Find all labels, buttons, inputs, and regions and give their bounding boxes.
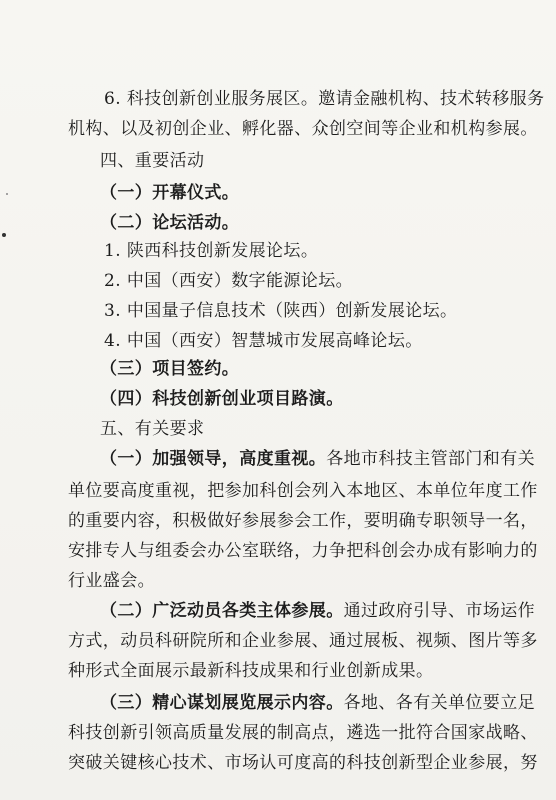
requirement-1-line2: 单位要高度重视，把参加科创会列入本地区、本单位年度工作 [68, 481, 538, 501]
activity-forums: （二）论坛活动。 [100, 213, 240, 233]
forum-item: 2. 中国（西安）数字能源论坛。 [104, 271, 354, 291]
activity-project-signing: （三）项目签约。 [100, 359, 240, 379]
heading-requirements: 五、有关要求 [100, 419, 205, 439]
heading-important-activities: 四、重要活动 [100, 151, 205, 171]
requirement-2-text: 通过政府引导、市场运作 [343, 601, 536, 621]
requirement-1-line5: 行业盛会。 [68, 571, 155, 591]
section6-line1: 6. 科技创新创业服务展区。邀请金融机构、技术转移服务 [104, 89, 545, 109]
requirement-2-line3: 种形式全面展示最新科技成果和行业创新成果。 [68, 661, 434, 681]
requirement-2-title: （二）广泛动员各类主体参展。 [100, 601, 344, 621]
requirement-1-line1 [100, 448, 535, 470]
forum-item: 1. 陕西科技创新发展论坛。 [104, 241, 319, 261]
requirement-1-text: 各地市科技主管部门和有关 [326, 449, 536, 469]
scan-mark [2, 233, 6, 237]
requirement-1-title: （一）加强领导，高度重视。 [100, 449, 327, 469]
scan-mark [6, 193, 8, 195]
requirement-3-title: （三）精心谋划展览展示内容。 [100, 693, 344, 713]
requirement-3-text: 各地、各有关单位要立足 [343, 693, 536, 713]
requirement-2-line2: 方式，动员科研院所和企业参展、通过展板、视频、图片等多 [68, 631, 538, 651]
activity-opening-ceremony: （一）开幕仪式。 [100, 183, 240, 203]
forum-item: 4. 中国（西安）智慧城市发展高峰论坛。 [104, 331, 423, 351]
requirement-3-line1 [100, 692, 535, 714]
requirement-1-line3: 的重要内容，积极做好参展参会工作，要明确专职领导一名， [68, 511, 538, 531]
section6-line2: 机构、以及初创企业、孵化器、众创空间等企业和机构参展。 [68, 119, 538, 139]
requirement-3-line3: 突破关键核心技术、市场认可度高的科技创新型企业参展，努 [68, 753, 538, 773]
requirement-1-line4: 安排专人与组委会办公室联络，力争把科创会办成有影响力的 [68, 541, 538, 561]
requirement-3-line2: 科技创新引领高质量发展的制高点，遴选一批符合国家战略、 [68, 723, 538, 743]
activity-project-roadshow: （四）科技创新创业项目路演。 [100, 389, 344, 409]
forum-item: 3. 中国量子信息技术（陕西）创新发展论坛。 [104, 301, 458, 321]
requirement-2-line1 [100, 600, 535, 622]
